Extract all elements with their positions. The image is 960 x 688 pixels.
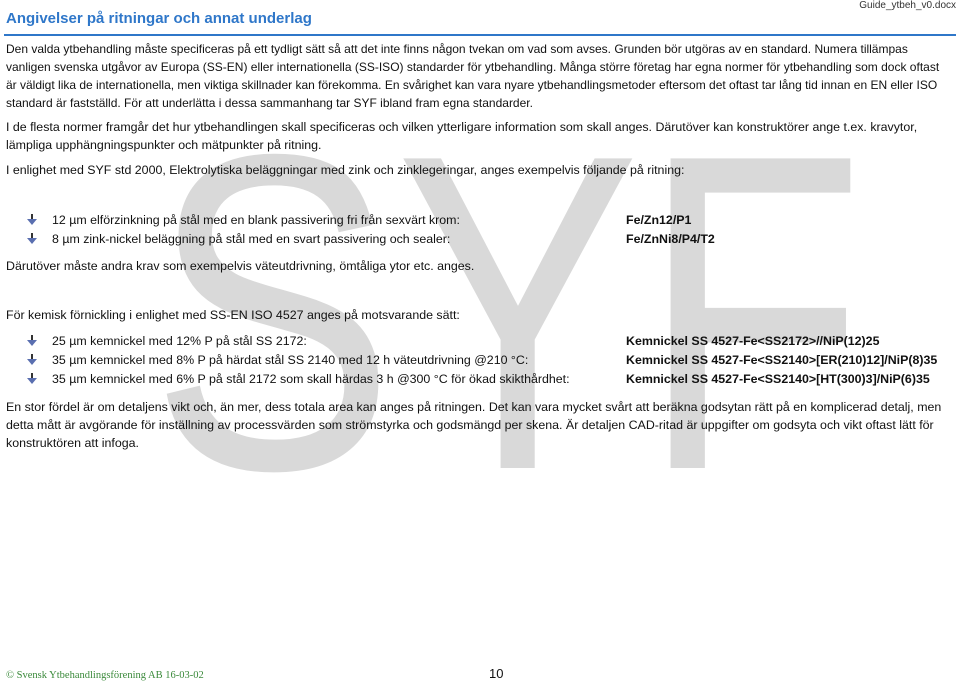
arrow-bullet-icon [26, 233, 38, 245]
list-item-text: 12 µm elförzinkning på stål med en blank passivering fri från sexvärt krom: [52, 213, 460, 227]
paragraph-norms: I de flesta normer framgår det hur ytbehandlingen skall specificeras och vilken ytterligare information som skall anges. Därutöver kan konstruktörer ange t.ex. kravytor, lämpliga upphängningspunkter och mätpunkter på ritning. [6, 120, 918, 152]
paragraph-additional-requirements: Därutöver måste andra krav som exempelvis väteutdrivning, ömtåliga ytor etc. anges. [6, 259, 475, 273]
header-divider [4, 34, 956, 36]
watermark-text: SYF [150, 150, 865, 480]
paragraph-weight-area: En stor fördel är om detaljens vikt och, än mer, dess totala area kan anges på ritningen. Det kan vara mycket svårt att beräkna godsytan rätt på en komplicerad detalj, men detta mått är avgörande för inställning av processvärden som strömstyrka och godsmängd per skena. Är detaljen CAD-ritad är uppgifter om godsyta och vikt oftast lätt för konstruktören att infoga. [6, 400, 942, 450]
arrow-bullet-icon [26, 214, 38, 226]
list-item-text: 8 µm zink-nickel beläggning på stål med en svart passivering och sealer: [52, 232, 451, 246]
footer-copyright: © Svensk Ytbehandlingsförening AB 16-03-02 [6, 670, 204, 681]
paragraph-intro: Den valda ytbehandling måste specificeras på ett tydligt sätt så att det inte finns någon tvekan om vad som avses. Grunden bör utgöras av en standard. Numera tillämpas vanligen svenska utgåvor av Europa (SS-EN) eller internationella (SS-ISO) standarder för ytbehandling. Många större företag har egna normer för ytbehandling som dock oftast är väldigt lika de internationella, men viktiga skillnader kan förekomma. En svårighet kan vara nyare ytbehandlingsmetoder eftersom det oftast tar lång tid innan en EN eller ISO standard är fastställd. För att underlätta i dessa sammanhang tar SYF ibland fram egna standarder. [6, 42, 940, 110]
nickel-example-list [26, 332, 946, 389]
list-item-text: 25 µm kemnickel med 12% P på stål SS 2172: [52, 334, 307, 348]
arrow-bullet-icon [26, 373, 38, 385]
zinc-example-list [26, 211, 946, 249]
list-item-text: 35 µm kemnickel med 6% P på stål 2172 som skall härdas 3 h @300 °C för ökad skikthårdhet: [52, 372, 570, 386]
paragraph-zinc-intro: I enlighet med SYF std 2000, Elektrolytiska beläggningar med zink och zinklegeringar, anges exempelvis följande på ritning: [6, 163, 685, 177]
list-item [26, 370, 946, 389]
arrow-bullet-icon [26, 335, 38, 347]
list-item [26, 351, 946, 370]
list-item-code: Kemnickel SS 4527-Fe<SS2140>[ER(210)12]/NiP(8)35 [626, 353, 938, 367]
list-item-code: Kemnickel SS 4527-Fe<SS2140>[HT(300)3]/NiP(6)35 [626, 372, 930, 386]
page-number: 10 [489, 666, 504, 681]
list-item-code: Kemnickel SS 4527-Fe<SS2172>//NiP(12)25 [626, 334, 880, 348]
list-item [26, 332, 946, 351]
list-item-code: Fe/ZnNi8/P4/T2 [626, 232, 715, 246]
list-item [26, 211, 946, 230]
paragraph-nickel-intro: För kemisk förnickling i enlighet med SS-EN ISO 4527 anges på motsvarande sätt: [6, 308, 460, 322]
page-title: Angivelser på ritningar och annat underlag [6, 10, 312, 27]
arrow-bullet-icon [26, 354, 38, 366]
list-item-code: Fe/Zn12/P1 [626, 213, 692, 227]
list-item-text: 35 µm kemnickel med 8% P på härdat stål SS 2140 med 12 h väteutdrivning @210 °C: [52, 353, 529, 367]
list-item [26, 230, 946, 249]
document-filename: Guide_ytbeh_v0.docx [859, 0, 956, 11]
